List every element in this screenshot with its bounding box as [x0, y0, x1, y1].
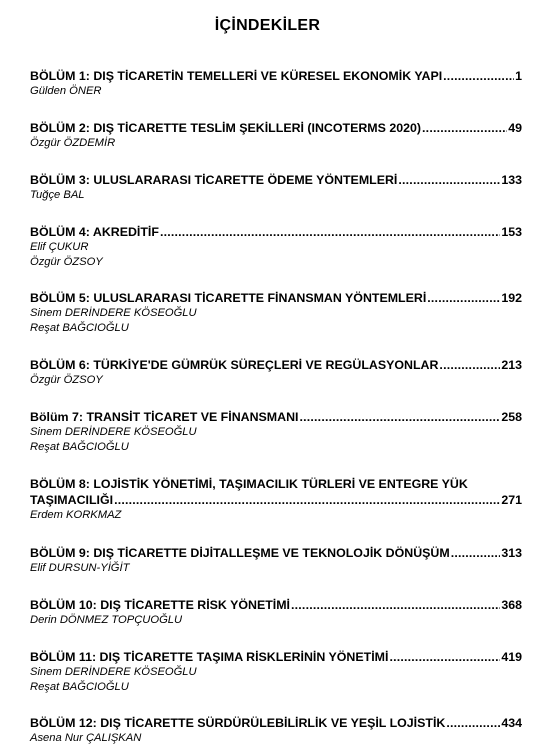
page-number: 313 [501, 546, 522, 560]
author: Sinem DERİNDERE KÖSEOĞLU [30, 307, 197, 319]
dot-leader [114, 492, 500, 508]
chapter-title[interactable]: BÖLÜM 10: DIŞ TİCARETTE RİSK YÖNETİMİ [30, 598, 290, 612]
chapter-title[interactable]: TAŞIMACILIĞI [30, 493, 114, 507]
dot-leader [160, 224, 500, 240]
author: Özgür ÖZSOY [30, 374, 103, 386]
toc-entry-7[interactable] [30, 409, 522, 455]
dot-leader [398, 172, 500, 188]
dot-leader [451, 545, 501, 561]
toc-entry-9[interactable] [30, 545, 522, 576]
page-number: 133 [501, 173, 522, 187]
author: Elif ÇUKUR [30, 241, 89, 253]
page-number: 271 [501, 493, 522, 507]
dot-leader [427, 290, 500, 306]
page-number: 1 [515, 69, 522, 83]
page-number: 49 [508, 121, 522, 135]
toc-entry-8[interactable] [30, 476, 522, 523]
dot-leader [389, 649, 500, 665]
dot-leader [291, 597, 500, 613]
author: Sinem DERİNDERE KÖSEOĞLU [30, 426, 197, 438]
author: Reşat BAĞCIOĞLU [30, 441, 129, 453]
page-title: İÇİNDEKİLER [214, 17, 321, 34]
author: Erdem KORKMAZ [30, 509, 122, 521]
chapter-title[interactable]: BÖLÜM 5: ULUSLARARASI TİCARETTE FİNANSMAN YÖNTEMLERİ [30, 291, 427, 305]
chapter-title[interactable]: BÖLÜM 3: ULUSLARARASI TİCARETTE ÖDEME YÖNTEMLERİ [30, 173, 398, 187]
chapter-title[interactable]: BÖLÜM 6: TÜRKİYE'DE GÜMRÜK SÜREÇLERİ VE REGÜLASYONLAR [30, 358, 439, 372]
dot-leader [422, 120, 507, 136]
author: Derin DÖNMEZ TOPÇUOĞLU [30, 614, 183, 626]
page-number: 368 [501, 598, 522, 612]
page-number: 192 [501, 291, 522, 305]
toc-entry-10[interactable] [30, 597, 522, 628]
author: Reşat BAĞCIOĞLU [30, 322, 129, 334]
page-number: 213 [501, 358, 522, 372]
dot-leader [439, 357, 500, 373]
author: Gülden ÖNER [30, 85, 102, 97]
toc-entry-2[interactable] [30, 120, 522, 151]
dot-leader [443, 68, 514, 84]
author: Özgür ÖZSOY [30, 256, 103, 268]
chapter-title[interactable]: BÖLÜM 9: DIŞ TİCARETTE DİJİTALLEŞME VE TEKNOLOJİK DÖNÜŞÜM [30, 546, 450, 560]
toc-entry-4[interactable] [30, 224, 522, 270]
page-number: 258 [501, 410, 522, 424]
page-number: 153 [501, 225, 522, 239]
dot-leader [446, 715, 500, 731]
toc-entry-3[interactable] [30, 172, 522, 203]
author: Sinem DERİNDERE KÖSEOĞLU [30, 666, 197, 678]
author: Reşat BAĞCIOĞLU [30, 681, 129, 693]
toc-entry-12[interactable] [30, 715, 522, 746]
chapter-title[interactable]: BÖLÜM 4: AKREDİTİF [30, 225, 159, 239]
chapter-title[interactable]: BÖLÜM 2: DIŞ TİCARETTE TESLİM ŞEKİLLERİ (INCOTERMS 2020) [30, 121, 422, 135]
chapter-title[interactable]: BÖLÜM 12: DIŞ TİCARETTE SÜRDÜRÜLEBİLİRLİK VE YEŞİL LOJİSTİK [30, 716, 446, 730]
page-number: 419 [501, 650, 522, 664]
chapter-title[interactable]: Bölüm 7: TRANSİT TİCARET VE FİNANSMANI [30, 410, 299, 424]
chapter-title[interactable]: BÖLÜM 11: DIŞ TİCARETTE TAŞIMA RİSKLERİNİN YÖNETİMİ [30, 650, 389, 664]
toc-entry-1[interactable] [30, 68, 522, 99]
toc-entry-11[interactable] [30, 649, 522, 695]
author: Asena Nur ÇALIŞKAN [30, 732, 142, 744]
chapter-title-line1[interactable]: BÖLÜM 8: LOJİSTİK YÖNETİMİ, TAŞIMACILIK TÜRLERİ VE ENTEGRE YÜK [30, 477, 468, 491]
toc-entry-5[interactable] [30, 290, 522, 336]
dot-leader [299, 409, 500, 425]
chapter-title[interactable]: BÖLÜM 1: DIŞ TİCARETİN TEMELLERİ VE KÜRESEL EKONOMİK YAPI [30, 69, 443, 83]
page-number: 434 [501, 716, 522, 730]
author: Elif DURSUN-YİĞİT [30, 562, 130, 574]
author: Tuğçe BAL [30, 189, 85, 201]
toc-entry-6[interactable] [30, 357, 522, 388]
author: Özgür ÖZDEMİR [30, 137, 116, 149]
